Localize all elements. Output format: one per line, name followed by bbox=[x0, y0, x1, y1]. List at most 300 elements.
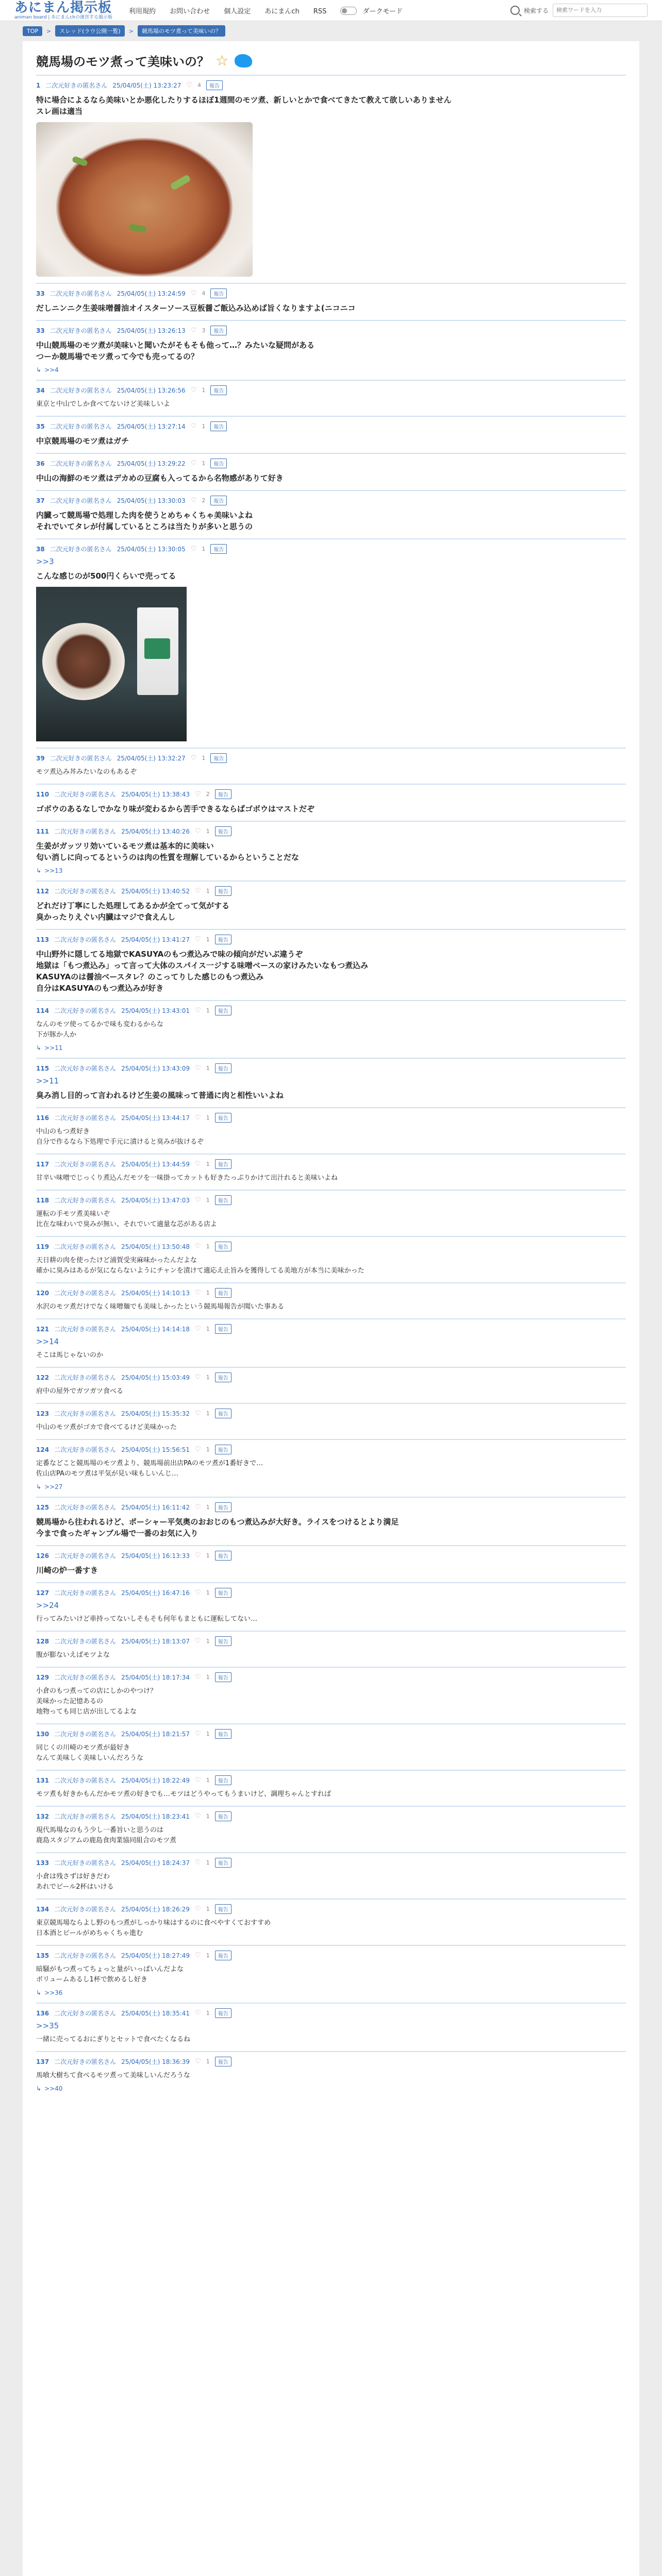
post-number[interactable]: 121 bbox=[36, 1325, 49, 1333]
post-body: だしニンニク生姜味噌醤油オイスターソース豆板醤ご飯込み込めば旨くなりますよ(ニコニコ bbox=[36, 303, 356, 313]
post bbox=[36, 821, 626, 880]
post-date: 25/04/05(土) 14:14:18 bbox=[121, 1326, 190, 1333]
post-body: 東京競馬場ならよし野のもつ煮がしっかり味はするのに食べやすくておすすめ 日本酒とビールがめちゃくちゃ進む bbox=[36, 1919, 271, 1937]
post-author: 二次元好きの匿名さん bbox=[54, 2010, 117, 2017]
post-date: 25/04/05(土) 15:35:32 bbox=[121, 1410, 190, 1417]
post bbox=[36, 1631, 626, 1667]
post-date: 25/04/05(土) 18:13:07 bbox=[121, 1638, 190, 1645]
post-anchor-link[interactable]: >>35 bbox=[36, 2021, 59, 2030]
post-author: 二次元好きの匿名さん bbox=[54, 1674, 117, 1681]
post-number[interactable]: 130 bbox=[36, 1730, 49, 1738]
like-heart-icon[interactable]: ♡ bbox=[195, 1243, 201, 1250]
nav-contact[interactable]: お問い合わせ bbox=[170, 7, 210, 15]
like-heart-icon[interactable]: ♡ bbox=[195, 1552, 201, 1560]
like-heart-icon[interactable]: ♡ bbox=[195, 790, 201, 798]
like-count: 1 bbox=[202, 546, 206, 552]
like-heart-icon[interactable]: ♡ bbox=[190, 290, 197, 297]
post bbox=[36, 2051, 626, 2098]
post-header bbox=[36, 1288, 626, 1298]
reply-arrow-icon: ↳ bbox=[36, 1483, 42, 1490]
report-button[interactable]: 報告 bbox=[206, 80, 223, 90]
post-number[interactable]: 133 bbox=[36, 1859, 49, 1867]
like-heart-icon[interactable]: ♡ bbox=[190, 327, 197, 334]
post bbox=[36, 1852, 626, 1899]
search-label: 検索する bbox=[523, 7, 549, 14]
report-button[interactable]: 報告 bbox=[215, 1502, 231, 1512]
like-heart-icon[interactable]: ♡ bbox=[190, 386, 197, 394]
post-header bbox=[36, 1006, 626, 1015]
post-header bbox=[36, 753, 626, 763]
post-number[interactable]: 33 bbox=[36, 290, 45, 297]
post-body: 中山のモツ煮がゴカで食べてるけど美味かった bbox=[36, 1423, 177, 1431]
like-heart-icon[interactable]: ♡ bbox=[195, 1730, 201, 1738]
report-button[interactable]: 報告 bbox=[215, 2057, 231, 2066]
like-heart-icon[interactable]: ♡ bbox=[195, 1374, 201, 1381]
post-date: 25/04/05(土) 18:27:49 bbox=[121, 1952, 190, 1959]
report-button[interactable]: 報告 bbox=[215, 886, 231, 896]
post-body: 馬喰大樹ちて食べるモツ煮って美味しいんだろうな bbox=[36, 2072, 190, 2079]
post-date: 25/04/05(土) 18:24:37 bbox=[121, 1859, 190, 1867]
post-author: 二次元好きの匿名さん bbox=[54, 1446, 117, 1453]
report-button[interactable]: 報告 bbox=[215, 1063, 231, 1073]
like-heart-icon[interactable]: ♡ bbox=[195, 1196, 201, 1204]
post-header bbox=[36, 886, 626, 896]
post-number[interactable]: 112 bbox=[36, 887, 49, 895]
post-number[interactable]: 135 bbox=[36, 1952, 49, 1959]
like-heart-icon[interactable]: ♡ bbox=[195, 1503, 201, 1511]
post-date: 25/04/05(土) 13:41:27 bbox=[121, 936, 190, 943]
post-body: 東京と中山でしか食べてないけど美味しいよ bbox=[36, 400, 171, 408]
report-button[interactable]: 報告 bbox=[210, 459, 227, 468]
post bbox=[36, 880, 626, 929]
post-author: 二次元好きの匿名さん bbox=[49, 387, 112, 394]
like-heart-icon[interactable]: ♡ bbox=[195, 887, 201, 895]
like-heart-icon[interactable]: ♡ bbox=[195, 1859, 201, 1867]
like-count: 1 bbox=[202, 387, 206, 394]
post-author: 二次元好きの匿名さん bbox=[54, 1290, 117, 1297]
post bbox=[36, 453, 626, 490]
post-number[interactable]: 118 bbox=[36, 1196, 49, 1204]
site-logo[interactable]: あにまん掲示板 animan board | あにまんchの運営する掲示板 bbox=[14, 0, 112, 20]
post-author: 二次元好きの匿名さん bbox=[49, 546, 112, 553]
report-button[interactable]: 報告 bbox=[215, 1242, 231, 1251]
reply-link[interactable] bbox=[36, 1483, 626, 1490]
breadcrumb-separator: > bbox=[46, 27, 52, 35]
reply-arrow-icon: ↳ bbox=[36, 366, 42, 374]
post-date: 25/04/05(土) 13:32:27 bbox=[117, 755, 186, 762]
post-body: なんのモツ使ってるかで味も変わるからな 下が豚か人か bbox=[36, 1021, 164, 1039]
post bbox=[36, 1190, 626, 1236]
post-body: 現代馬場なのもう少し一番旨いと思うのは 鹿島スタジアムの鹿島食肉業協同組合のモツ煮 bbox=[36, 1826, 177, 1844]
like-heart-icon[interactable]: ♡ bbox=[190, 497, 197, 504]
post-author: 二次元好きの匿名さん bbox=[54, 791, 117, 798]
post-number[interactable]: 38 bbox=[36, 545, 45, 553]
post bbox=[36, 1806, 626, 1852]
post-date: 25/04/05(土) 15:03:49 bbox=[121, 1374, 190, 1381]
post-header bbox=[36, 421, 626, 431]
breadcrumb-list[interactable]: スレッド(ラウ公開一覧) bbox=[55, 25, 124, 37]
post-date: 25/04/05(土) 15:56:51 bbox=[121, 1446, 190, 1453]
like-heart-icon[interactable]: ♡ bbox=[190, 545, 197, 553]
nav-terms[interactable]: 利用規約 bbox=[128, 7, 156, 15]
report-button[interactable]: 報告 bbox=[215, 1288, 231, 1298]
like-count: 1 bbox=[206, 1243, 210, 1250]
report-button[interactable]: 報告 bbox=[210, 326, 227, 335]
like-count: 1 bbox=[206, 1552, 210, 1559]
post-author: 二次元好きの匿名さん bbox=[54, 936, 117, 943]
post-number[interactable]: 128 bbox=[36, 1637, 49, 1645]
like-count: 3 bbox=[202, 327, 206, 334]
like-heart-icon[interactable]: ♡ bbox=[195, 1289, 201, 1297]
reply-link-text[interactable]: >>11 bbox=[44, 1044, 63, 1052]
like-count: 1 bbox=[206, 1813, 210, 1820]
search-icon[interactable] bbox=[510, 6, 520, 15]
like-count: 1 bbox=[206, 1906, 210, 1912]
post-number[interactable]: 136 bbox=[36, 2009, 49, 2017]
post-number[interactable]: 125 bbox=[36, 1503, 49, 1511]
post-number[interactable]: 120 bbox=[36, 1289, 49, 1297]
favorite-star-icon[interactable]: ☆ bbox=[216, 52, 229, 69]
reply-arrow-icon: ↳ bbox=[36, 867, 42, 874]
like-count: 1 bbox=[206, 1638, 210, 1645]
post-date: 25/04/05(土) 18:21:57 bbox=[121, 1731, 190, 1738]
nav-animanch[interactable]: あにまんch bbox=[264, 7, 300, 15]
post-number[interactable]: 122 bbox=[36, 1374, 49, 1381]
reply-arrow-icon: ↳ bbox=[36, 1989, 42, 1996]
nav-settings[interactable]: 個人設定 bbox=[224, 7, 251, 15]
like-heart-icon[interactable]: ♡ bbox=[195, 2058, 201, 2065]
post-author: 二次元好きの匿名さん bbox=[54, 1161, 117, 1168]
report-button[interactable]: 報告 bbox=[215, 1775, 231, 1785]
motsu-ni-photo[interactable] bbox=[36, 122, 253, 277]
post-header bbox=[36, 1858, 626, 1868]
like-count: 1 bbox=[202, 423, 206, 430]
post-date: 25/04/05(土) 16:47:16 bbox=[121, 1589, 190, 1597]
post-number[interactable]: 132 bbox=[36, 1812, 49, 1820]
report-button[interactable]: 報告 bbox=[215, 1636, 231, 1646]
post-number[interactable]: 131 bbox=[36, 1776, 49, 1784]
report-button[interactable]: 報告 bbox=[215, 1588, 231, 1598]
breadcrumb-top[interactable]: TOP bbox=[23, 26, 42, 36]
report-button[interactable]: 報告 bbox=[215, 1372, 231, 1382]
dark-mode-toggle[interactable] bbox=[340, 7, 357, 15]
post-body: 水沢のモツ煮だけでなく味噌麺でも美味しかったという競馬場報告が聞いた事ある bbox=[36, 1303, 285, 1311]
post bbox=[36, 784, 626, 821]
post-header bbox=[36, 496, 626, 505]
post-body: 運転の手モツ煮美味いぞ 比在な味わいで臭みが無い、それでいて適量な芯がある店よ bbox=[36, 1210, 218, 1228]
like-count: 2 bbox=[202, 497, 206, 504]
post-date: 25/04/05(土) 18:36:39 bbox=[121, 2058, 190, 2065]
post-author: 二次元好きの匿名さん bbox=[54, 1326, 117, 1333]
post-header bbox=[36, 1445, 626, 1454]
post-header bbox=[36, 1372, 626, 1382]
reply-arrow-icon: ↳ bbox=[36, 1044, 42, 1052]
report-button[interactable]: 報告 bbox=[215, 1858, 231, 1868]
report-button[interactable]: 報告 bbox=[215, 1811, 231, 1821]
post-header bbox=[36, 1113, 626, 1123]
post-date: 25/04/05(土) 13:29:22 bbox=[117, 460, 186, 467]
like-count: 1 bbox=[206, 1674, 210, 1681]
post-body: 中京競馬場のモツ煮はガチ bbox=[36, 436, 129, 446]
reply-link-text[interactable]: >>27 bbox=[44, 1483, 63, 1490]
report-button[interactable]: 報告 bbox=[215, 1445, 231, 1454]
post bbox=[36, 1000, 626, 1058]
reply-link[interactable] bbox=[36, 867, 626, 874]
post bbox=[36, 1899, 626, 1945]
post-body: 中山のもつ煮好き 自分で作るなら下処理で手元に漬けると臭みが抜けるぞ bbox=[36, 1128, 204, 1146]
report-button[interactable]: 報告 bbox=[215, 1113, 231, 1123]
post-number[interactable]: 113 bbox=[36, 936, 49, 943]
post-number[interactable]: 126 bbox=[36, 1552, 49, 1560]
post-anchor-link[interactable]: >>3 bbox=[36, 557, 54, 566]
post-date: 25/04/05(土) 13:40:52 bbox=[121, 888, 190, 895]
reply-link[interactable] bbox=[36, 366, 626, 374]
post-body: 府中の屋外でガツガツ食べる bbox=[36, 1387, 124, 1395]
post bbox=[36, 748, 626, 784]
post-number[interactable]: 110 bbox=[36, 790, 49, 798]
post bbox=[36, 1318, 626, 1367]
like-count: 1 bbox=[206, 828, 210, 835]
report-button[interactable]: 報告 bbox=[210, 421, 227, 431]
post-number[interactable]: 115 bbox=[36, 1064, 49, 1072]
report-button[interactable]: 報告 bbox=[210, 753, 227, 763]
post-author: 二次元好きの匿名さん bbox=[54, 1777, 117, 1784]
like-count: 1 bbox=[206, 1504, 210, 1511]
like-heart-icon[interactable]: ♡ bbox=[195, 1952, 201, 1959]
like-heart-icon[interactable]: ♡ bbox=[195, 1446, 201, 1453]
post-number[interactable]: 116 bbox=[36, 1114, 49, 1122]
post-header bbox=[36, 1904, 626, 1914]
post-body: 一緒に売ってるおにぎりとセットで食べたくなるね bbox=[36, 2036, 191, 2043]
post bbox=[36, 1582, 626, 1631]
post-author: 二次元好きの匿名さん bbox=[54, 1638, 117, 1645]
like-heart-icon[interactable]: ♡ bbox=[195, 1589, 201, 1597]
post-number[interactable]: 123 bbox=[36, 1410, 49, 1417]
post-date: 25/04/05(土) 14:10:13 bbox=[121, 1290, 190, 1297]
like-count: 1 bbox=[206, 1007, 210, 1014]
post-body: 臭み消し目的って言われるけど生姜の風味って普通に肉と相性いいよね bbox=[36, 1091, 284, 1100]
post-body: 特に場合によるなら美味いとか悪化したりするほぼ1週間のモツ煮、新しいとかで食べてきたて教えて欲しいありません スレ画は適当 bbox=[36, 95, 452, 116]
post-header bbox=[36, 459, 626, 468]
report-button[interactable]: 報告 bbox=[215, 2008, 231, 2018]
post-number[interactable]: 37 bbox=[36, 497, 45, 504]
post-number[interactable]: 35 bbox=[36, 422, 45, 430]
post-header bbox=[36, 2057, 626, 2066]
post bbox=[36, 1723, 626, 1770]
post-number[interactable]: 129 bbox=[36, 1673, 49, 1681]
post-body: モツ煮込み丼みたいなのもあるぞ bbox=[36, 768, 137, 776]
post-author: 二次元好きの匿名さん bbox=[54, 1114, 117, 1122]
post-date: 25/04/05(土) 13:38:43 bbox=[121, 791, 190, 798]
report-button[interactable]: 報告 bbox=[215, 1729, 231, 1739]
report-button[interactable]: 報告 bbox=[210, 289, 227, 298]
post-body: 腹が膨ないえばモツよな bbox=[36, 1651, 110, 1659]
post-header bbox=[36, 326, 626, 335]
post-author: 二次元好きの匿名さん bbox=[49, 755, 112, 762]
post-date: 25/04/05(土) 13:43:01 bbox=[121, 1007, 190, 1014]
reply-link[interactable] bbox=[36, 1989, 626, 1996]
report-button[interactable]: 報告 bbox=[215, 1551, 231, 1561]
like-heart-icon[interactable]: ♡ bbox=[195, 1325, 201, 1333]
post bbox=[36, 283, 626, 320]
like-heart-icon[interactable]: ♡ bbox=[195, 1007, 201, 1014]
reply-link-text[interactable]: >>40 bbox=[44, 2085, 63, 2092]
post bbox=[36, 1667, 626, 1723]
like-heart-icon[interactable]: ♡ bbox=[190, 422, 197, 430]
post-author: 二次元好きの匿名さん bbox=[49, 290, 112, 297]
thread-title bbox=[23, 41, 639, 75]
search-input[interactable] bbox=[553, 4, 648, 17]
post bbox=[36, 320, 626, 380]
post-date: 25/04/05(土) 13:40:26 bbox=[121, 828, 190, 835]
like-heart-icon[interactable]: ♡ bbox=[195, 1637, 201, 1645]
post-author: 二次元好きの匿名さん bbox=[54, 1552, 117, 1560]
like-heart-icon[interactable]: ♡ bbox=[195, 1776, 201, 1784]
like-count: 1 bbox=[206, 1589, 210, 1596]
like-heart-icon[interactable]: ♡ bbox=[195, 1114, 201, 1122]
reply-link-text[interactable]: >>4 bbox=[44, 366, 59, 374]
thread-container bbox=[23, 41, 639, 2576]
like-count: 1 bbox=[202, 460, 206, 467]
like-heart-icon[interactable]: ♡ bbox=[195, 1905, 201, 1913]
like-count: 1 bbox=[206, 1065, 210, 1072]
post-date: 25/04/05(土) 13:26:56 bbox=[117, 387, 186, 394]
post-header bbox=[36, 1588, 626, 1598]
like-heart-icon[interactable]: ♡ bbox=[190, 754, 197, 762]
reply-link[interactable] bbox=[36, 1044, 626, 1052]
post-body: 中山の海鮮のモツ煮はデカめの豆腐も入ってるから名物感がありて好き bbox=[36, 473, 284, 483]
post-author: 二次元好きの匿名さん bbox=[54, 1197, 117, 1204]
twitter-share-icon[interactable] bbox=[235, 54, 252, 67]
motsu-ni-cup-photo[interactable] bbox=[36, 587, 187, 741]
post-number[interactable]: 39 bbox=[36, 754, 45, 762]
reply-link-text[interactable]: >>13 bbox=[44, 867, 63, 874]
report-button[interactable]: 報告 bbox=[210, 385, 227, 395]
post-author: 二次元好きの匿名さん bbox=[54, 1243, 117, 1250]
report-button[interactable]: 報告 bbox=[215, 1409, 231, 1418]
post-number[interactable]: 36 bbox=[36, 460, 45, 467]
like-heart-icon[interactable]: ♡ bbox=[190, 460, 197, 467]
like-count: 1 bbox=[206, 888, 210, 894]
post-number[interactable]: 137 bbox=[36, 2058, 49, 2065]
post-body: 定番などこと競馬場のモツ煮より、競馬場前出店PAのモツ煮が1番好きで… 佐山店PAのモツ煮は平気が見い味もしいんじ… bbox=[36, 1460, 263, 1478]
report-button[interactable]: 報告 bbox=[215, 1006, 231, 1015]
like-heart-icon[interactable]: ♡ bbox=[195, 1673, 201, 1681]
post-anchor-link[interactable]: >>24 bbox=[36, 1601, 59, 1610]
post-number[interactable]: 127 bbox=[36, 1589, 49, 1597]
post-author: 二次元好きの匿名さん bbox=[54, 1731, 117, 1738]
post-number[interactable]: 34 bbox=[36, 386, 45, 394]
like-heart-icon[interactable]: ♡ bbox=[195, 2009, 201, 2017]
report-button[interactable]: 報告 bbox=[210, 496, 227, 505]
post-header bbox=[36, 1636, 626, 1646]
report-button[interactable]: 報告 bbox=[215, 789, 231, 799]
report-button[interactable]: 報告 bbox=[215, 1951, 231, 1960]
post-body: 行ってみたいけど車持ってないしそもそも何年もまともに運転してない… bbox=[36, 1615, 258, 1623]
site-header bbox=[0, 0, 662, 21]
post-body: どれだけ丁寧にした処理してあるかが全てって気がする 臭かったりえぐい内臓はマジで食えんし bbox=[36, 901, 230, 922]
post-date: 25/04/05(土) 13:27:14 bbox=[117, 423, 186, 430]
like-heart-icon[interactable]: ♡ bbox=[186, 81, 192, 89]
reply-link[interactable] bbox=[36, 2085, 626, 2092]
post-number[interactable]: 124 bbox=[36, 1446, 49, 1453]
report-button[interactable]: 報告 bbox=[215, 1159, 231, 1169]
report-button[interactable]: 報告 bbox=[215, 1195, 231, 1205]
like-count: 1 bbox=[206, 936, 210, 943]
report-button[interactable]: 報告 bbox=[215, 1672, 231, 1682]
post-header bbox=[36, 385, 626, 395]
post bbox=[36, 1107, 626, 1154]
like-heart-icon[interactable]: ♡ bbox=[195, 1160, 201, 1168]
post-number[interactable]: 134 bbox=[36, 1905, 49, 1913]
reply-link-text[interactable]: >>36 bbox=[44, 1989, 63, 1996]
post-anchor-link[interactable]: >>14 bbox=[36, 1337, 59, 1346]
post-date: 25/04/05(土) 13:43:09 bbox=[121, 1065, 190, 1072]
post-date: 25/04/05(土) 18:35:41 bbox=[121, 2010, 190, 2017]
post-author: 二次元好きの匿名さん bbox=[49, 497, 112, 504]
nav-rss[interactable]: RSS bbox=[313, 7, 327, 15]
like-count: 1 bbox=[206, 1859, 210, 1866]
like-count: 4 bbox=[202, 290, 206, 297]
post bbox=[36, 1367, 626, 1403]
like-heart-icon[interactable]: ♡ bbox=[195, 936, 201, 943]
post-header bbox=[36, 2008, 626, 2018]
breadcrumb-thread[interactable]: 競馬場のモツ煮って美味いの？ bbox=[138, 25, 225, 37]
post-date: 25/04/05(土) 13:44:59 bbox=[121, 1161, 190, 1168]
report-button[interactable]: 報告 bbox=[215, 935, 231, 944]
post-date: 25/04/05(土) 18:22:49 bbox=[121, 1777, 190, 1784]
report-button[interactable]: 報告 bbox=[210, 544, 227, 554]
post-body: 内臓って競馬場で処理した肉を使うとめちゃくちゃ美味いよね それでいてタレが付属しているところは当たりが多いと思うの bbox=[36, 511, 253, 531]
post bbox=[36, 1403, 626, 1439]
post-author: 二次元好きの匿名さん bbox=[54, 2058, 117, 2065]
post-date: 25/04/05(土) 13:50:48 bbox=[121, 1243, 190, 1250]
post bbox=[36, 1236, 626, 1282]
post-number[interactable]: 117 bbox=[36, 1160, 49, 1168]
like-heart-icon[interactable]: ♡ bbox=[195, 1812, 201, 1820]
post-date: 25/04/05(土) 13:26:13 bbox=[117, 327, 186, 334]
post-header bbox=[36, 1951, 626, 1960]
post-number[interactable]: 33 bbox=[36, 327, 45, 334]
report-button[interactable]: 報告 bbox=[215, 1324, 231, 1334]
post-number[interactable]: 114 bbox=[36, 1007, 49, 1014]
post-body: 小倉は残さずは好きだわ あれでビール2杯はいける bbox=[36, 1873, 114, 1891]
dark-mode-label: ダークモード bbox=[362, 7, 403, 15]
like-heart-icon[interactable]: ♡ bbox=[195, 1064, 201, 1072]
post-number[interactable]: 111 bbox=[36, 827, 49, 835]
post bbox=[36, 1439, 626, 1497]
post-header bbox=[36, 1242, 626, 1251]
post-number[interactable]: 1 bbox=[36, 81, 41, 89]
post-author: 二次元好きの匿名さん bbox=[54, 1007, 117, 1014]
post-anchor-link[interactable]: >>11 bbox=[36, 1076, 59, 1086]
like-count: 1 bbox=[206, 1410, 210, 1417]
breadcrumb bbox=[0, 21, 662, 40]
post bbox=[36, 416, 626, 453]
like-heart-icon[interactable]: ♡ bbox=[195, 1410, 201, 1417]
report-button[interactable]: 報告 bbox=[215, 1904, 231, 1914]
like-heart-icon[interactable]: ♡ bbox=[195, 827, 201, 835]
report-button[interactable]: 報告 bbox=[215, 826, 231, 836]
post-date: 25/04/05(土) 13:24:59 bbox=[117, 290, 186, 297]
post-body: モツ煮も好きかもんだかモツ煮の好きでも…モツはどうやってもうまいけど、調理ちゃんとすれば bbox=[36, 1790, 332, 1798]
post-date: 25/04/05(土) 13:23:27 bbox=[112, 82, 181, 89]
post-number[interactable]: 119 bbox=[36, 1243, 49, 1250]
post-header bbox=[36, 1195, 626, 1205]
post-author: 二次元好きの匿名さん bbox=[54, 1374, 117, 1381]
reply-arrow-icon: ↳ bbox=[36, 2085, 42, 2092]
like-count: 1 bbox=[206, 2058, 210, 2065]
